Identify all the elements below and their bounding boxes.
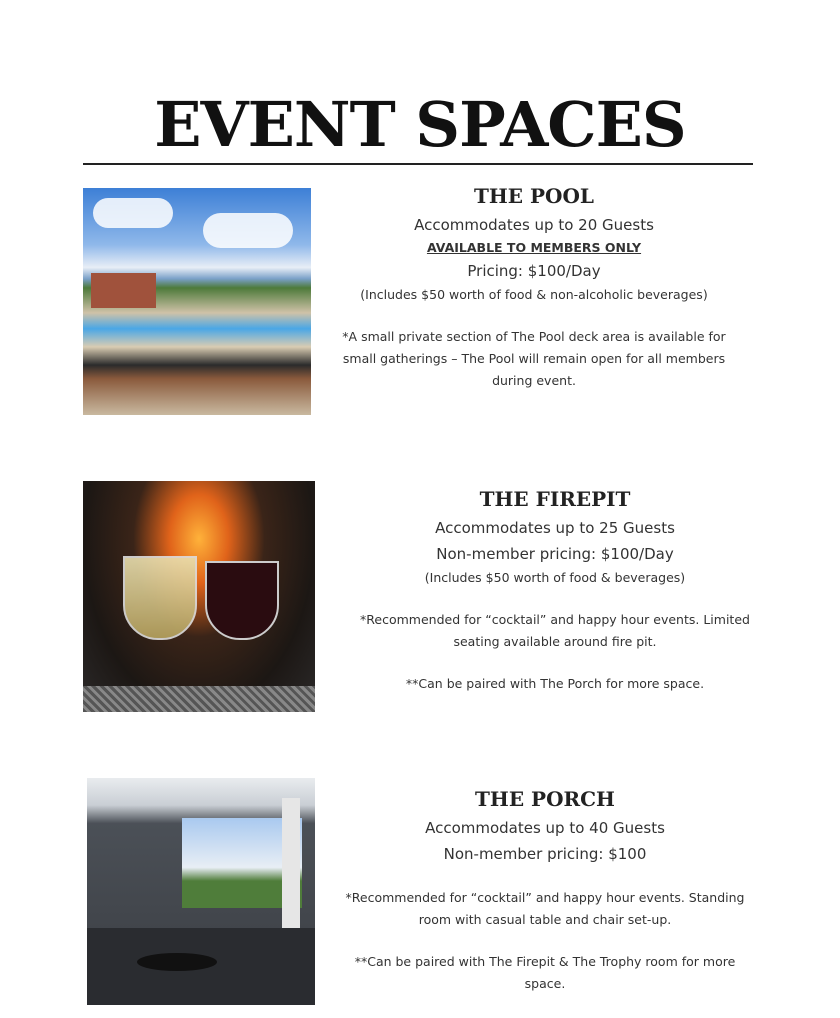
- pool-photo: [83, 188, 311, 415]
- capacity: Accommodates up to 25 Guests: [435, 519, 675, 537]
- porch-details: [335, 787, 755, 995]
- firepit-details: [340, 487, 770, 695]
- includes: (Includes $50 worth of food & beverages): [424, 570, 686, 585]
- note: **Can be paired with The Firepit & The Trophy room for more space.: [354, 954, 736, 991]
- note: *Recommended for “cocktail” and happy hour events. Standing room with casual table and chair set-up.: [345, 890, 745, 927]
- capacity: Accommodates up to 40 Guests: [425, 819, 665, 837]
- availability: AVAILABLE TO MEMBERS ONLY: [426, 240, 642, 255]
- includes: (Includes $50 worth of food & non-alcoholic beverages): [360, 287, 708, 302]
- space-name: THE POOL: [474, 184, 594, 208]
- pricing: Pricing: $100/Day: [467, 262, 601, 280]
- porch-photo: [87, 778, 315, 1005]
- space-name: THE PORCH: [475, 787, 615, 811]
- title-divider: [83, 163, 753, 165]
- page-title: EVENT SPACES: [154, 88, 686, 161]
- pricing: Non-member pricing: $100: [443, 845, 647, 863]
- pricing: Non-member pricing: $100/Day: [436, 545, 674, 563]
- firepit-photo: [83, 481, 315, 712]
- space-name: THE FIREPIT: [479, 487, 631, 511]
- capacity: Accommodates up to 20 Guests: [414, 216, 654, 234]
- note: **Can be paired with The Porch for more space.: [405, 676, 705, 691]
- note: *Recommended for “cocktail” and happy hour events. Limited seating available around fire pit.: [360, 612, 750, 649]
- note: *A small private section of The Pool deck area is available for small gatherings – The Pool will remain open for all members during event.: [342, 329, 726, 388]
- pool-details: [325, 184, 743, 392]
